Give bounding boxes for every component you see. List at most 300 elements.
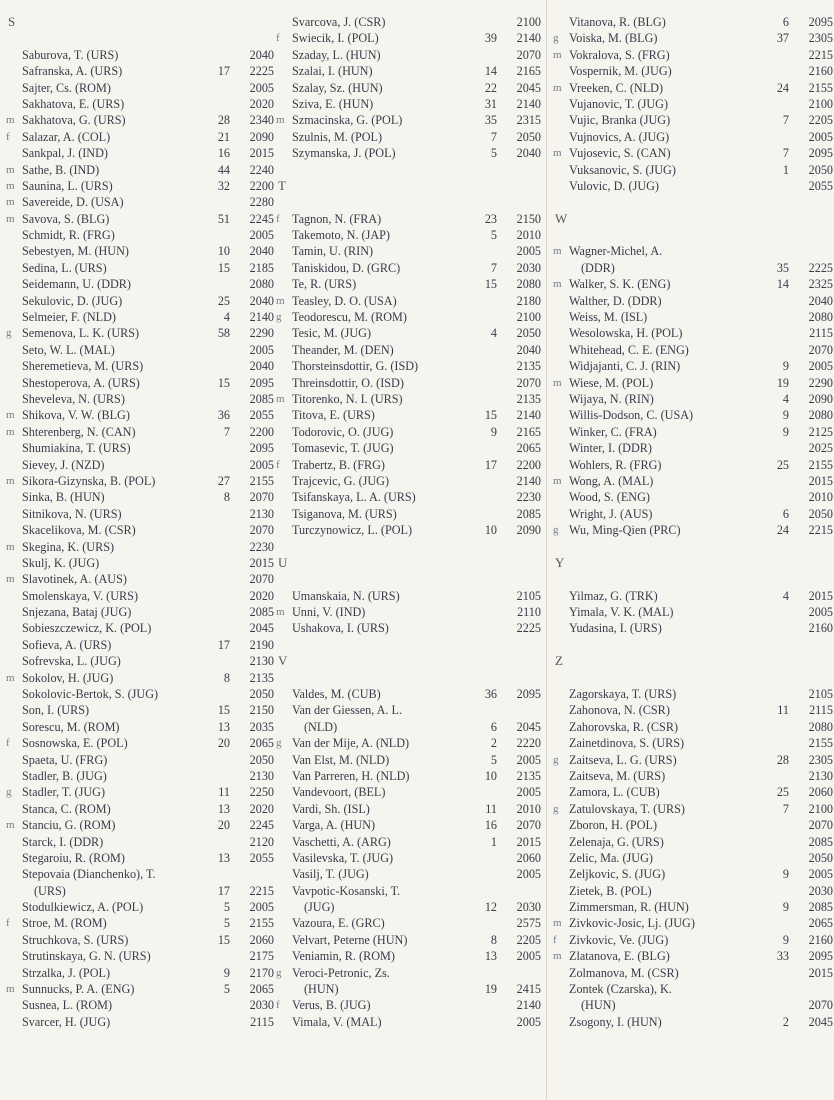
entry-name: (JUG): [304, 900, 335, 915]
entry-rating: 2070: [249, 490, 274, 505]
entry-name: Szalay, Sz. (HUN): [292, 80, 383, 95]
entry-name: Stadler, T. (JUG): [22, 785, 106, 800]
entry-rating: 2090: [249, 129, 274, 144]
entry-name: Sokolovic-Bertok, S. (JUG): [22, 687, 159, 702]
entry-rating: 2040: [249, 47, 274, 62]
entry-name: Szalai, I. (HUN): [292, 64, 373, 79]
entry-rating: 2080: [808, 719, 833, 734]
entry-name: Tomasevic, T. (JUG): [292, 441, 394, 456]
entry-name: Sobieszczewicz, K. (POL): [22, 621, 152, 636]
entry-name: Tsiganova, M. (URS): [292, 506, 397, 521]
entry-name: Sunnucks, P. A. (ENG): [22, 982, 135, 997]
entry-marker: f: [6, 917, 10, 930]
entry-name: Vimala, V. (MAL): [292, 1014, 382, 1029]
index-entry: [553, 14, 833, 30]
entry-marker: f: [553, 933, 557, 946]
entry-name: Svarcer, H. (JUG): [22, 1014, 111, 1029]
entry-marker: m: [553, 917, 562, 930]
entry-count: 14: [776, 277, 789, 292]
entry-count: 31: [484, 96, 497, 111]
entry-marker: f: [276, 999, 280, 1012]
entry-name: Vazoura, E. (GRC): [292, 916, 385, 931]
entry-name: Wu, Ming-Qien (PRC): [569, 523, 681, 538]
index-entry: [276, 457, 541, 473]
entry-count: 17: [217, 637, 230, 652]
index-entry: [553, 424, 833, 440]
entry-name: Van Elst, M. (NLD): [292, 752, 390, 767]
index-entry: [276, 14, 541, 30]
index-entry: [276, 588, 541, 604]
entry-rating: 2050: [249, 687, 274, 702]
entry-rating: 2175: [249, 949, 274, 964]
index-entry: [553, 30, 833, 46]
entry-rating: 2085: [808, 834, 833, 849]
entry-name: Zboron, H. (POL): [569, 818, 658, 833]
entry-count: 10: [484, 523, 497, 538]
entry-rating: 2040: [249, 244, 274, 259]
entry-rating: 2015: [808, 965, 833, 980]
entry-rating: 2340: [249, 113, 274, 128]
entry-name: Sitnikova, N. (URS): [22, 506, 122, 521]
entry-rating: 2015: [808, 473, 833, 488]
index-entry: [553, 883, 833, 899]
entry-name: Zagorskaya, T. (URS): [569, 687, 677, 702]
entry-rating: 2085: [808, 900, 833, 915]
entry-name: Winter, I. (DDR): [569, 441, 652, 456]
entry-name: Titorenko, N. I. (URS): [292, 391, 403, 406]
index-entry: [276, 375, 541, 391]
entry-name: Zaitseva, M. (URS): [569, 768, 666, 783]
index-entry: [553, 915, 833, 931]
entry-count: 9: [490, 424, 497, 439]
entry-count: 9: [782, 900, 789, 915]
index-entry: [6, 670, 274, 686]
index-entry: [6, 817, 274, 833]
entry-rating: 2050: [516, 326, 541, 341]
entry-rating: 2135: [516, 768, 541, 783]
entry-name: Zaitseva, L. G. (URS): [569, 752, 677, 767]
entry-name: Van der Giessen, A. L.: [292, 703, 403, 718]
entry-rating: 2160: [808, 621, 833, 636]
entry-name: Sikora-Gizynska, B. (POL): [22, 473, 156, 488]
entry-name: Seto, W. L. (MAL): [22, 342, 115, 357]
entry-marker: m: [553, 278, 562, 291]
entry-name: Thorsteinsdottir, G. (ISD): [292, 359, 419, 374]
index-entry: [276, 883, 541, 899]
entry-rating: 2005: [249, 228, 274, 243]
entry-rating: 2015: [249, 555, 274, 570]
entry-marker: m: [553, 147, 562, 160]
entry-count: 6: [782, 506, 789, 521]
entry-name: Wong, A. (MAL): [569, 473, 654, 488]
entry-rating: 2010: [516, 801, 541, 816]
index-entry: [553, 604, 833, 620]
entry-name: Sekulovic, D. (JUG): [22, 293, 123, 308]
entry-rating: 2130: [249, 654, 274, 669]
section-gap: [6, 30, 274, 46]
index-entry: [276, 506, 541, 522]
index-entry: [276, 309, 541, 325]
section-gap: [276, 670, 541, 686]
index-entry: [553, 588, 833, 604]
entry-rating: 2005: [516, 949, 541, 964]
index-entry: [553, 1014, 833, 1030]
entry-count: 13: [217, 719, 230, 734]
entry-rating: 2085: [516, 506, 541, 521]
index-entry: [553, 63, 833, 79]
entry-name: Wesolowska, H. (POL): [569, 326, 683, 341]
entry-name: Todorovic, O. (JUG): [292, 424, 394, 439]
entry-name: Stanca, C. (ROM): [22, 801, 111, 816]
entry-name: Takemoto, N. (JAP): [292, 228, 390, 243]
entry-name: Voiska, M. (BLG): [569, 31, 658, 46]
entry-count: 17: [217, 883, 230, 898]
entry-count: 15: [217, 932, 230, 947]
entry-count: 22: [484, 80, 497, 95]
index-entry: [6, 211, 274, 227]
entry-name: Tamin, U. (RIN): [292, 244, 374, 259]
entry-count: 8: [223, 490, 230, 505]
section-gap: [276, 194, 541, 210]
index-entry: [553, 965, 833, 981]
entry-rating: 2095: [808, 15, 833, 29]
section-letter: S: [8, 14, 16, 29]
entry-rating: 2100: [516, 310, 541, 325]
entry-count: 1: [490, 834, 497, 849]
entry-rating: 2090: [516, 523, 541, 538]
entry-name: Van Parreren, H. (NLD): [292, 768, 410, 783]
entry-rating: 2130: [808, 768, 833, 783]
entry-rating: 2120: [249, 834, 274, 849]
entry-name: Stepovaia (Dianchenko), T.: [22, 867, 156, 882]
entry-name: Varga, A. (HUN): [292, 818, 376, 833]
entry-rating: 2105: [516, 588, 541, 603]
index-entry: [276, 211, 541, 227]
entry-count: 11: [777, 703, 789, 718]
index-entry: [6, 473, 274, 489]
entry-count: 20: [217, 818, 230, 833]
entry-rating: 2020: [249, 96, 274, 111]
entry-name: Zimmersman, R. (HUN): [569, 900, 689, 915]
index-entry: [6, 997, 274, 1013]
entry-rating: 2050: [808, 506, 833, 521]
entry-rating: 2180: [516, 293, 541, 308]
index-entry: [6, 407, 274, 423]
section-gap: [553, 670, 833, 686]
index-entry: [6, 571, 274, 587]
entry-name: Stodulkiewicz, A. (POL): [22, 900, 144, 915]
entry-count: 13: [484, 949, 497, 964]
entry-name: Veniamin, R. (ROM): [292, 949, 395, 964]
entry-name: Svarcova, J. (CSR): [292, 15, 386, 29]
entry-name: Stadler, B. (JUG): [22, 768, 107, 783]
entry-rating: 2225: [808, 260, 833, 275]
index-entry: [276, 276, 541, 292]
index-entry: [553, 47, 833, 63]
index-entry: [553, 309, 833, 325]
entry-name: Velvart, Peterne (HUN): [292, 932, 408, 947]
entry-marker: m: [6, 163, 15, 176]
index-entry: [276, 915, 541, 931]
entry-rating: 2205: [516, 932, 541, 947]
entry-name: Szmacinska, G. (POL): [292, 113, 403, 128]
entry-name: Turczynowicz, L. (POL): [292, 523, 413, 538]
index-column-2: [276, 14, 541, 1030]
entry-count: 7: [782, 113, 789, 128]
entry-marker: m: [6, 114, 15, 127]
entry-name: Van der Mije, A. (NLD): [292, 736, 410, 751]
entry-rating: 2140: [516, 408, 541, 423]
entry-name: Winker, C. (FRA): [569, 424, 657, 439]
entry-name: Stanciu, G. (ROM): [22, 818, 116, 833]
index-entry: [276, 30, 541, 46]
section-letter: V: [278, 653, 288, 669]
entry-marker: g: [6, 786, 12, 799]
entry-rating: 2150: [516, 211, 541, 226]
index-entry: [276, 489, 541, 505]
entry-name: Tsifanskaya, L. A. (URS): [292, 490, 416, 505]
entry-marker: m: [6, 819, 15, 832]
entry-marker: g: [6, 327, 12, 340]
entry-name: Shestoperova, A. (URS): [22, 375, 140, 390]
entry-name: Zainetdinova, S. (URS): [569, 736, 685, 751]
entry-rating: 2070: [808, 998, 833, 1013]
entry-rating: 2040: [516, 146, 541, 161]
entry-name: Unni, V. (IND): [292, 605, 366, 620]
entry-rating: 2185: [249, 260, 274, 275]
entry-rating: 2030: [808, 883, 833, 898]
entry-rating: 2155: [808, 736, 833, 751]
entry-name: Salazar, A. (COL): [22, 129, 111, 144]
entry-count: 5: [223, 900, 230, 915]
entry-count: 33: [776, 949, 789, 964]
index-entry: [276, 1014, 541, 1030]
entry-name: Snjezana, Bataj (JUG): [22, 605, 132, 620]
entry-rating: 2010: [516, 228, 541, 243]
index-entry: [276, 997, 541, 1013]
entry-rating: 2215: [808, 47, 833, 62]
entry-rating: 2160: [808, 64, 833, 79]
entry-count: 15: [217, 375, 230, 390]
index-entry: [6, 457, 274, 473]
section-heading: [553, 555, 833, 571]
entry-name: Sinka, B. (HUN): [22, 490, 105, 505]
index-entry: [553, 178, 833, 194]
entry-name: Zontek (Czarska), K.: [569, 982, 672, 997]
entry-rating: 2230: [249, 539, 274, 554]
entry-rating: 2080: [808, 310, 833, 325]
entry-name: Sievey, J. (NZD): [22, 457, 105, 472]
entry-rating: 2040: [808, 293, 833, 308]
entry-name: Schmidt, R. (FRG): [22, 228, 115, 243]
entry-name: Saburova, T. (URS): [22, 47, 119, 62]
entry-name: Taniskidou, D. (GRC): [292, 260, 401, 275]
entry-rating: 2110: [517, 605, 541, 620]
index-entry: [276, 768, 541, 784]
index-entry: [6, 227, 274, 243]
entry-rating: 2155: [808, 457, 833, 472]
index-entry: [276, 325, 541, 341]
entry-rating: 2325: [808, 277, 833, 292]
index-entry: [6, 522, 274, 538]
index-entry: [553, 440, 833, 456]
entry-rating: 2065: [249, 736, 274, 751]
entry-count: 13: [217, 850, 230, 865]
entry-count: 23: [484, 211, 497, 226]
entry-rating: 2190: [249, 637, 274, 652]
entry-rating: 2200: [249, 424, 274, 439]
index-entry: [276, 932, 541, 948]
entry-rating: 2135: [516, 391, 541, 406]
index-entry: [553, 948, 833, 964]
index-entry: [276, 801, 541, 817]
entry-name: (URS): [34, 883, 66, 898]
entry-rating: 2050: [808, 162, 833, 177]
entry-count: 10: [217, 244, 230, 259]
section-heading: [276, 653, 541, 669]
index-entry: [6, 260, 274, 276]
entry-rating: 2045: [249, 621, 274, 636]
entry-name: Shikova, V. W. (BLG): [22, 408, 130, 423]
entry-name: Sakhatova, G. (URS): [22, 113, 126, 128]
entry-name: Sheremetieva, M. (URS): [22, 359, 144, 374]
entry-count: 15: [217, 703, 230, 718]
entry-name: (HUN): [581, 998, 616, 1013]
entry-name: Teodorescu, M. (ROM): [292, 310, 407, 325]
index-entry: [6, 539, 274, 555]
entry-name: Sheveleva, N. (URS): [22, 391, 125, 406]
entry-marker: m: [553, 245, 562, 258]
entry-name: Zahonova, N. (CSR): [569, 703, 670, 718]
index-entry: [276, 391, 541, 407]
entry-count: 4: [782, 588, 789, 603]
entry-name: Starck, I. (DDR): [22, 834, 104, 849]
entry-rating: 2040: [516, 342, 541, 357]
entry-rating: 2025: [808, 441, 833, 456]
entry-rating: 2005: [808, 129, 833, 144]
index-entry: [276, 948, 541, 964]
entry-marker: g: [276, 737, 282, 750]
index-entry: [553, 801, 833, 817]
entry-count: 19: [484, 982, 497, 997]
entry-count: 25: [776, 785, 789, 800]
index-entry: [276, 342, 541, 358]
entry-name: Saunina, L. (URS): [22, 178, 113, 193]
index-entry: [553, 129, 833, 145]
entry-name: Vitanova, R. (BLG): [569, 15, 666, 29]
entry-marker: m: [276, 392, 285, 405]
index-entry: [553, 96, 833, 112]
entry-rating: 2055: [249, 408, 274, 423]
entry-name: Zolmanova, M. (CSR): [569, 965, 679, 980]
entry-marker: m: [6, 474, 15, 487]
entry-rating: 2245: [249, 211, 274, 226]
entry-marker: m: [276, 294, 285, 307]
index-entry: [6, 440, 274, 456]
entry-rating: 2305: [808, 752, 833, 767]
entry-rating: 2220: [516, 736, 541, 751]
entry-count: 6: [490, 719, 497, 734]
entry-rating: 2050: [516, 129, 541, 144]
index-entry: [553, 457, 833, 473]
index-entry: [553, 489, 833, 505]
entry-rating: 2040: [249, 293, 274, 308]
section-letter: T: [278, 177, 286, 193]
entry-rating: 2005: [808, 605, 833, 620]
entry-name: Smolenskaya, V. (URS): [22, 588, 139, 603]
entry-rating: 2005: [249, 342, 274, 357]
entry-rating: 2115: [809, 326, 833, 341]
entry-rating: 2160: [808, 932, 833, 947]
entry-count: 15: [484, 408, 497, 423]
entry-name: Semenova, L. K. (URS): [22, 326, 140, 341]
entry-name: Threinsdottir, O. (ISD): [292, 375, 404, 390]
index-entry: [553, 162, 833, 178]
index-entry: [6, 243, 274, 259]
entry-marker: g: [553, 802, 559, 815]
column-divider: [546, 0, 547, 1100]
index-entry: [276, 293, 541, 309]
entry-rating: 2215: [808, 523, 833, 538]
entry-marker: f: [276, 212, 280, 225]
entry-marker: m: [276, 114, 285, 127]
index-entry: [553, 981, 833, 997]
entry-count: 12: [484, 900, 497, 915]
entry-marker: m: [553, 48, 562, 61]
index-entry: [6, 129, 274, 145]
entry-name: Vasilj, T. (JUG): [292, 867, 369, 882]
index-entry: [553, 473, 833, 489]
entry-rating: 2005: [516, 244, 541, 259]
entry-count: 16: [484, 818, 497, 833]
entry-count: 17: [484, 457, 497, 472]
entry-name: Skacelikova, M. (CSR): [22, 523, 136, 538]
entry-count: 10: [484, 768, 497, 783]
entry-rating: 2150: [249, 703, 274, 718]
entry-count: 7: [490, 129, 497, 144]
index-entry: [6, 555, 274, 571]
entry-marker: m: [6, 409, 15, 422]
entry-rating: 2290: [808, 375, 833, 390]
entry-rating: 2005: [516, 785, 541, 800]
entry-rating: 2225: [249, 64, 274, 79]
index-entry: [276, 473, 541, 489]
index-entry: [553, 375, 833, 391]
section-heading: [553, 211, 833, 227]
entry-count: 15: [484, 277, 497, 292]
index-entry: [276, 866, 541, 882]
entry-name: Zietek, B. (POL): [569, 883, 652, 898]
entry-marker: f: [6, 130, 10, 143]
entry-name: Vujnovics, A. (JUG): [569, 129, 670, 144]
entry-rating: 2020: [249, 801, 274, 816]
section-letter: U: [278, 554, 288, 570]
entry-count: 4: [782, 391, 789, 406]
entry-name: Weiss, M. (ISL): [569, 310, 648, 325]
entry-name: Tesic, M. (JUG): [292, 326, 372, 341]
entry-marker: f: [6, 737, 10, 750]
entry-rating: 2105: [808, 687, 833, 702]
entry-rating: 2290: [249, 326, 274, 341]
index-entry: [6, 883, 274, 899]
entry-rating: 2140: [516, 473, 541, 488]
entry-name: Yimala, V. K. (MAL): [569, 605, 674, 620]
entry-rating: 2070: [249, 523, 274, 538]
index-entry: [553, 342, 833, 358]
entry-rating: 2140: [249, 310, 274, 325]
index-entry: [276, 817, 541, 833]
entry-name: Stroe, M. (ROM): [22, 916, 107, 931]
